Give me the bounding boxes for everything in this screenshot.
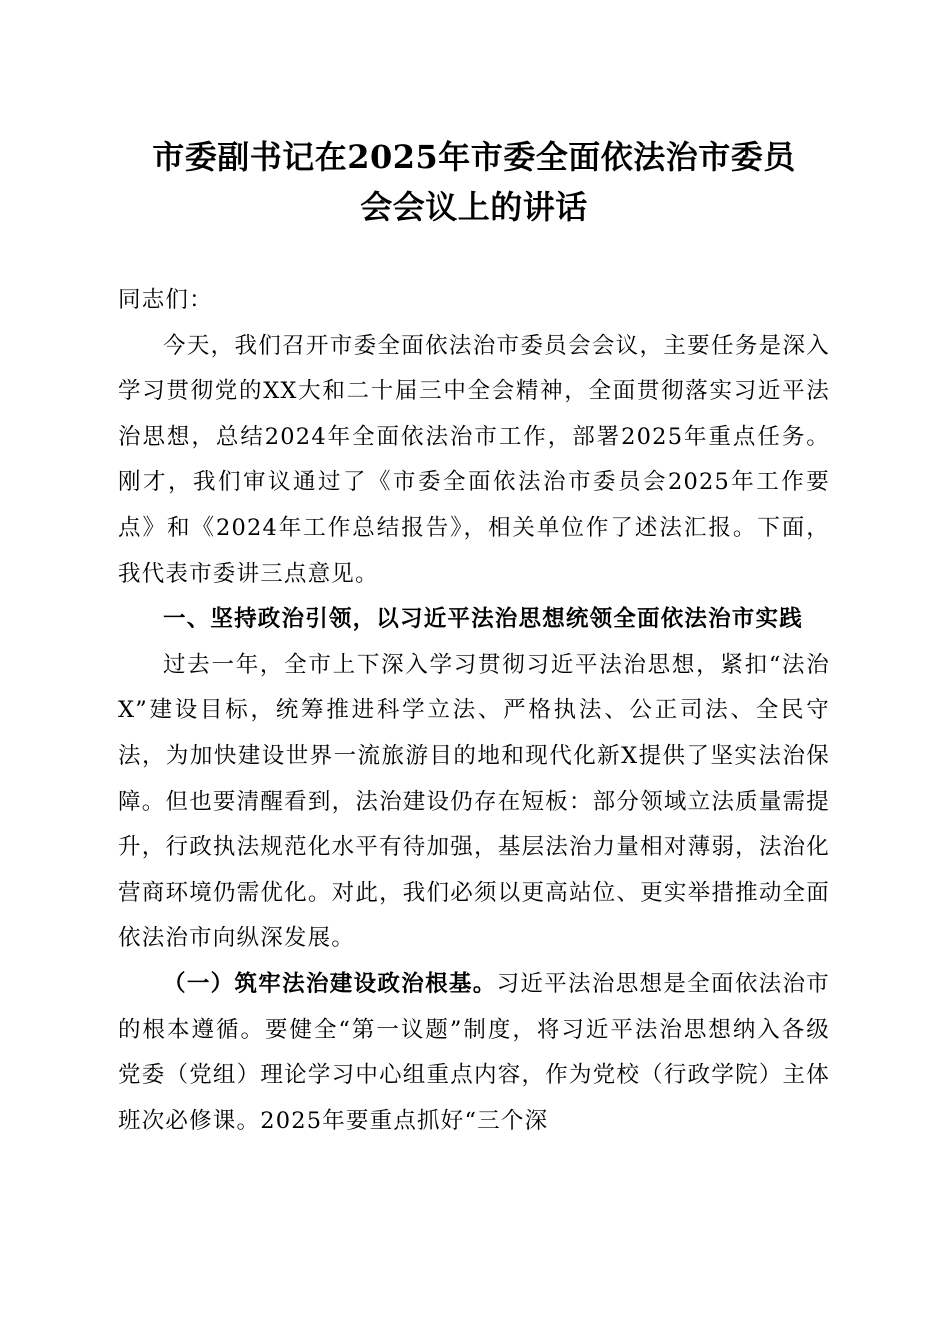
document-page: [118, 132, 830, 1144]
section-1-paragraph: 过去一年，全市上下深入学习贯彻习近平法治思想，紧扣“法治X”建设目标，统筹推进科学立法、严格执法、公正司法、全民守法，为加快建设世界一流旅游目的地和现代化新X提供了坚实法治保障。但也要清醒看到，法治建设仍存在短板：部分领域立法质量需提升，行政执法规范化水平有待加强，基层法治力量相对薄弱，法治化营商环境仍需优化。对此，我们必须以更高站位、更实举措推动全面依法治市向纵深发展。: [118, 651, 830, 952]
section-1-heading: 一、坚持政治引领，以习近平法治思想统领全面依法治市实践: [163, 606, 803, 633]
subsection-1-lead: （一）筑牢法治建设政治根基。: [163, 970, 497, 997]
subsection-1-paragraph: [118, 962, 830, 1144]
intro-paragraph: 今天，我们召开市委全面依法治市委员会会议，主要任务是深入学习贯彻党的XX大和二十届三中全会精神，全面贯彻落实习近平法治思想，总结2024年全面依法治市工作，部署2025年重点任务。刚才，我们审议通过了《市委全面依法治市委员会2025年工作要点》和《2024年工作总结报告》，相关单位作了述法汇报。下面，我代表市委讲三点意见。: [118, 332, 830, 587]
salutation: 同志们：: [118, 287, 213, 313]
title-line-2: 会会议上的讲话: [360, 188, 588, 226]
document-title: [118, 132, 830, 232]
subsection-1-text: 习近平法治思想是全面依法治市的根本遵循。要健全“第一议题”制度，将习近平法治思想纳入各级党委（党组）理论学习中心组重点内容，作为党校（行政学院）主体班次必修课。2025年要重点抓好“三个深: [118, 970, 830, 1134]
title-line-1: 市委副书记在2025年市委全面依法治市委员: [152, 138, 796, 176]
document-body: [118, 278, 830, 1144]
